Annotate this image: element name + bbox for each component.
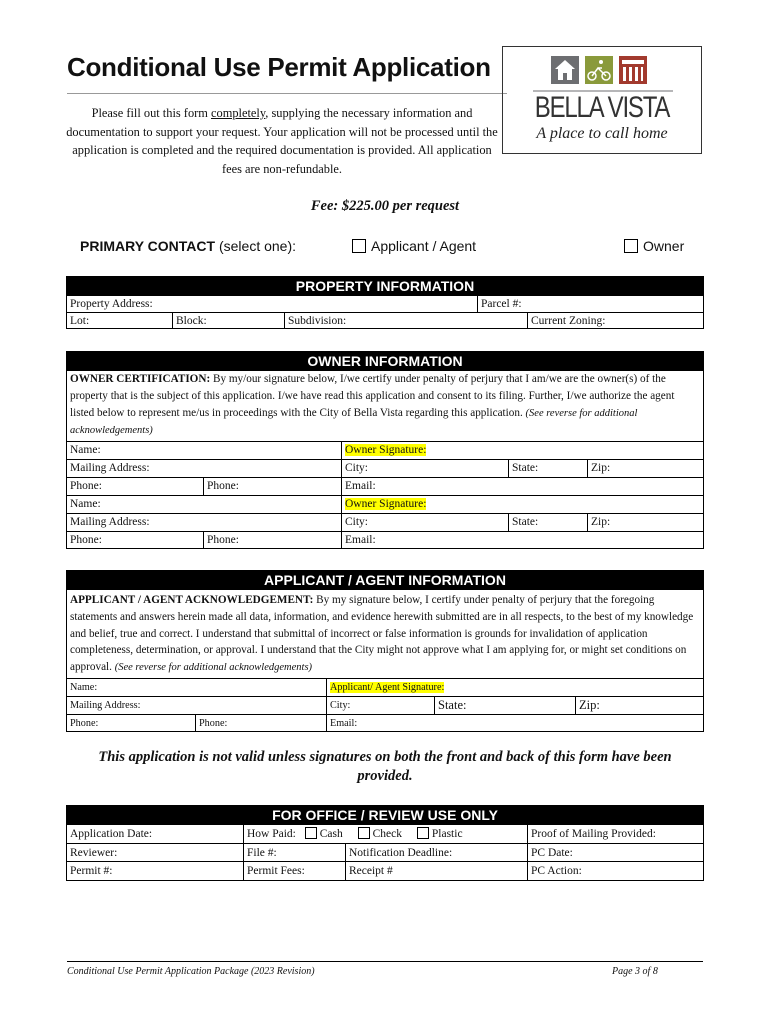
proof-mailing-field[interactable]: Proof of Mailing Provided: (527, 825, 705, 844)
applicant-ack-label: APPLICANT / AGENT ACKNOWLEDGEMENT: (70, 594, 314, 606)
property-info-heading: PROPERTY INFORMATION (66, 276, 704, 296)
owner2-zip-field[interactable]: Zip: (587, 514, 705, 531)
owner-cert-note: (See reverse for additional acknowledgements) (70, 407, 638, 437)
pc-date-field[interactable]: PC Date: (527, 844, 705, 862)
applicant-zip-field[interactable]: Zip: (575, 697, 705, 714)
how-paid-label: How Paid: (247, 828, 296, 840)
owner2-mailing-field[interactable]: Mailing Address: (70, 516, 150, 528)
owner-info-table (66, 370, 704, 549)
owner-info-heading: OWNER INFORMATION (66, 351, 704, 371)
owner-cert-text: By my/our signature below, I/we certify under penalty of perjury that I am/we are the owner(s) of the property that is the subject of this application. I/we have read this application and consent to its filing. Further, I/we authorize the agent listed below to represent me/us in proceedings with the City of Bella Vista regarding this application. (70, 373, 675, 419)
option-applicant-agent[interactable] (352, 238, 476, 254)
file-number-field[interactable]: File #: (243, 844, 345, 862)
property-info-table (66, 295, 704, 329)
table-row (67, 714, 703, 732)
owner2-city-field[interactable]: City: (341, 514, 508, 531)
table-row (67, 531, 703, 549)
owner2-state-field[interactable]: State: (508, 514, 587, 531)
owner2-signature-label: Owner Signature: (345, 498, 427, 510)
city-logo (502, 46, 702, 154)
intro-emphasis: completely (211, 106, 266, 120)
owner1-city-field[interactable]: City: (341, 460, 508, 477)
application-date-field[interactable]: Application Date: (70, 828, 153, 840)
permit-fees-field[interactable]: Permit Fees: (243, 862, 345, 881)
intro-text-start: Please fill out this form (91, 106, 211, 120)
owner2-phone-field[interactable]: Phone: (70, 534, 102, 546)
fee-line: Fee: $225.00 per request (310, 198, 460, 214)
zoning-field[interactable]: Current Zoning: (527, 313, 705, 329)
permit-number-field[interactable]: Permit #: (70, 865, 113, 877)
intro-text-end: , supplying the necessary information and documentation to support your request. Your application will not be processed until the application is completed and the required documentation is provided. All application fees are non-refundable. (66, 106, 498, 176)
owner2-email-field[interactable]: Email: (341, 532, 705, 549)
owner2-signature-field[interactable] (341, 496, 705, 513)
table-row (67, 459, 703, 477)
applicant-ack-text: By my signature below, I certify under penalty of perjury that the foregoing statements and answers herein made all data, information, and evidence herewith submitted are in all respects, to the best of my knowledge and belief, true and correct. I understand that submittal of incorrect or false information is grounds for invalidation of application completeness, determination, or approval. I understand that the City might not approve what I am applying for, or might set conditions on approval. (70, 594, 694, 674)
owner1-email-field[interactable]: Email: (341, 478, 705, 495)
applicant-ack-note: (See reverse for additional acknowledgements) (114, 662, 313, 674)
table-row (67, 296, 703, 313)
notification-deadline-field[interactable]: Notification Deadline: (345, 844, 527, 862)
cash-checkbox[interactable] (305, 827, 317, 839)
applicant-info-heading: APPLICANT / AGENT INFORMATION (66, 570, 704, 590)
title-divider (67, 93, 507, 94)
owner1-state-field[interactable]: State: (508, 460, 587, 477)
owner1-signature-field[interactable] (341, 442, 705, 459)
applicant-info-table (66, 589, 704, 732)
table-row (67, 678, 703, 696)
applicant-acknowledgement (70, 592, 700, 677)
parcel-field[interactable]: Parcel #: (477, 296, 705, 313)
applicant-state-field[interactable]: State: (434, 697, 575, 714)
applicant-city-field[interactable]: City: (326, 697, 434, 714)
applicant-signature-label: Applicant/ Agent Signature: (330, 682, 445, 693)
owner-checkbox[interactable] (624, 239, 638, 253)
owner-label: Owner (643, 238, 685, 254)
plastic-option[interactable] (417, 828, 463, 840)
check-checkbox[interactable] (358, 827, 370, 839)
check-label: Check (372, 828, 403, 840)
applicant-phone-field[interactable]: Phone: (70, 718, 99, 729)
primary-contact-rest: (select one): (215, 238, 297, 254)
table-row (67, 312, 703, 329)
intro-paragraph (62, 104, 502, 178)
validity-notice-text: This application is not valid unless signatures on both the front and back of this form have been provided. (98, 749, 672, 784)
owner1-zip-field[interactable]: Zip: (587, 460, 705, 477)
plastic-checkbox[interactable] (417, 827, 429, 839)
how-paid-field (243, 825, 527, 844)
table-row (67, 495, 703, 513)
owner1-name-field[interactable]: Name: (70, 444, 101, 456)
primary-contact-bold: PRIMARY CONTACT (80, 238, 216, 254)
owner-certification (70, 371, 700, 440)
subdivision-field[interactable]: Subdivision: (284, 313, 527, 329)
lot-field[interactable]: Lot: (70, 315, 90, 327)
bicycle-icon (585, 56, 613, 84)
plastic-label: Plastic (431, 828, 463, 840)
office-use-heading: FOR OFFICE / REVIEW USE ONLY (66, 805, 704, 825)
owner-cert-label: OWNER CERTIFICATION: (70, 373, 211, 385)
logo-tagline: A place to call home (536, 125, 668, 142)
applicant-mailing-field[interactable]: Mailing Address: (70, 700, 141, 711)
table-row (67, 477, 703, 495)
owner1-mailing-field[interactable]: Mailing Address: (70, 462, 150, 474)
table-row (67, 843, 703, 862)
footer-document-title: Conditional Use Permit Application Package (2023 Revision) (67, 966, 315, 977)
storefront-icon (619, 56, 647, 84)
applicant-phone2-field[interactable]: Phone: (195, 715, 326, 732)
cash-label: Cash (319, 828, 343, 840)
applicant-signature-field[interactable] (326, 679, 705, 696)
house-icon (551, 56, 579, 84)
applicant-agent-checkbox[interactable] (352, 239, 366, 253)
table-row (67, 696, 703, 714)
table-row (67, 825, 703, 844)
page-title: Conditional Use Permit Application (67, 52, 491, 82)
office-use-table (66, 824, 704, 881)
owner1-phone-field[interactable]: Phone: (70, 480, 102, 492)
block-field[interactable]: Block: (172, 313, 284, 329)
table-row (67, 861, 703, 881)
table-row (67, 513, 703, 531)
applicant-name-field[interactable]: Name: (70, 682, 98, 693)
check-option[interactable] (358, 828, 402, 840)
owner1-phone2-field[interactable]: Phone: (203, 478, 341, 495)
reviewer-field[interactable]: Reviewer: (70, 847, 118, 859)
applicant-agent-label: Applicant / Agent (371, 238, 477, 254)
validity-notice (0, 748, 770, 786)
primary-contact-label (80, 238, 296, 254)
owner2-name-field[interactable]: Name: (70, 498, 101, 510)
option-owner[interactable] (624, 238, 684, 254)
cash-option[interactable] (305, 828, 343, 840)
owner1-signature-label: Owner Signature: (345, 444, 427, 456)
receipt-field[interactable]: Receipt # (345, 862, 527, 881)
pc-action-field[interactable]: PC Action: (527, 862, 705, 881)
table-row (67, 441, 703, 459)
logo-wordmark: BELLA VISTA (534, 91, 670, 124)
applicant-email-field[interactable]: Email: (326, 715, 705, 732)
owner2-phone2-field[interactable]: Phone: (203, 532, 341, 549)
page-number: Page 3 of 8 (612, 966, 658, 977)
footer-divider (67, 961, 703, 962)
property-address-field[interactable]: Property Address: (70, 298, 153, 310)
